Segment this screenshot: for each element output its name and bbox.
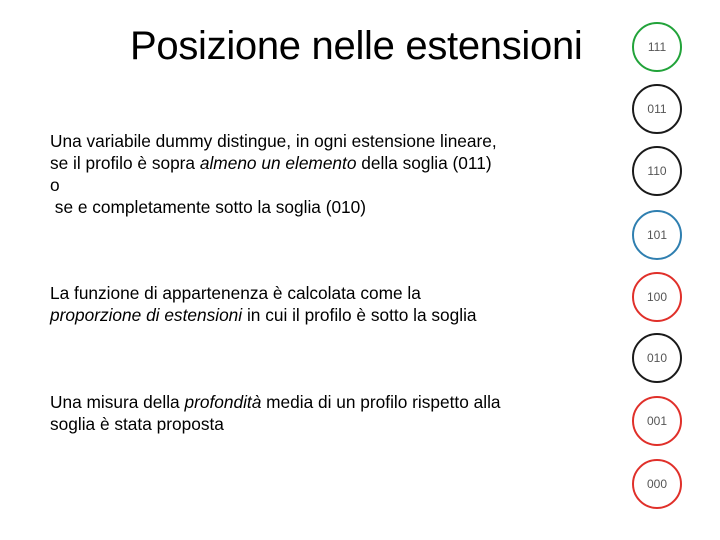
slide-title: Posizione nelle estensioni — [130, 24, 583, 68]
paragraph-dummy-variable — [50, 130, 570, 218]
profile-node-100: 100 — [632, 272, 682, 322]
text-run: in cui il profilo è sotto la soglia — [242, 305, 477, 325]
text-run: o — [50, 175, 60, 195]
paragraph-line — [50, 174, 570, 196]
paragraph-line — [50, 391, 570, 413]
italic-text-run: profondità — [184, 392, 262, 412]
text-run: se e completamente sotto la soglia (010) — [50, 197, 367, 217]
paragraph-line — [50, 196, 570, 218]
italic-text-run: almeno un elemento — [199, 153, 357, 173]
paragraph-depth-measure — [50, 391, 570, 435]
profile-node-111: 111 — [632, 22, 682, 72]
paragraph-membership-function — [50, 282, 570, 326]
profile-node-000: 000 — [632, 459, 682, 509]
profile-nodes-column — [632, 0, 688, 540]
italic-text-run: proporzione di estensioni — [50, 305, 243, 325]
profile-node-011: 011 — [632, 84, 682, 134]
profile-node-110: 110 — [632, 146, 682, 196]
text-run: se il profilo è sopra — [50, 153, 200, 173]
paragraph-line — [50, 304, 570, 326]
profile-node-101: 101 — [632, 210, 682, 260]
paragraph-line — [50, 282, 570, 304]
profile-node-001: 001 — [632, 396, 682, 446]
text-run: della soglia (011) — [356, 153, 492, 173]
text-run: Una misura della — [50, 392, 185, 412]
text-run: media di un profilo rispetto alla — [261, 392, 501, 412]
paragraph-line — [50, 152, 570, 174]
text-run: La funzione di appartenenza è calcolata come la — [50, 283, 421, 303]
paragraph-line — [50, 413, 570, 435]
profile-node-010: 010 — [632, 333, 682, 383]
text-run: Una variabile dummy distingue, in ogni estensione lineare, — [50, 131, 497, 151]
text-run: soglia è stata proposta — [50, 414, 224, 434]
paragraph-line — [50, 130, 570, 152]
